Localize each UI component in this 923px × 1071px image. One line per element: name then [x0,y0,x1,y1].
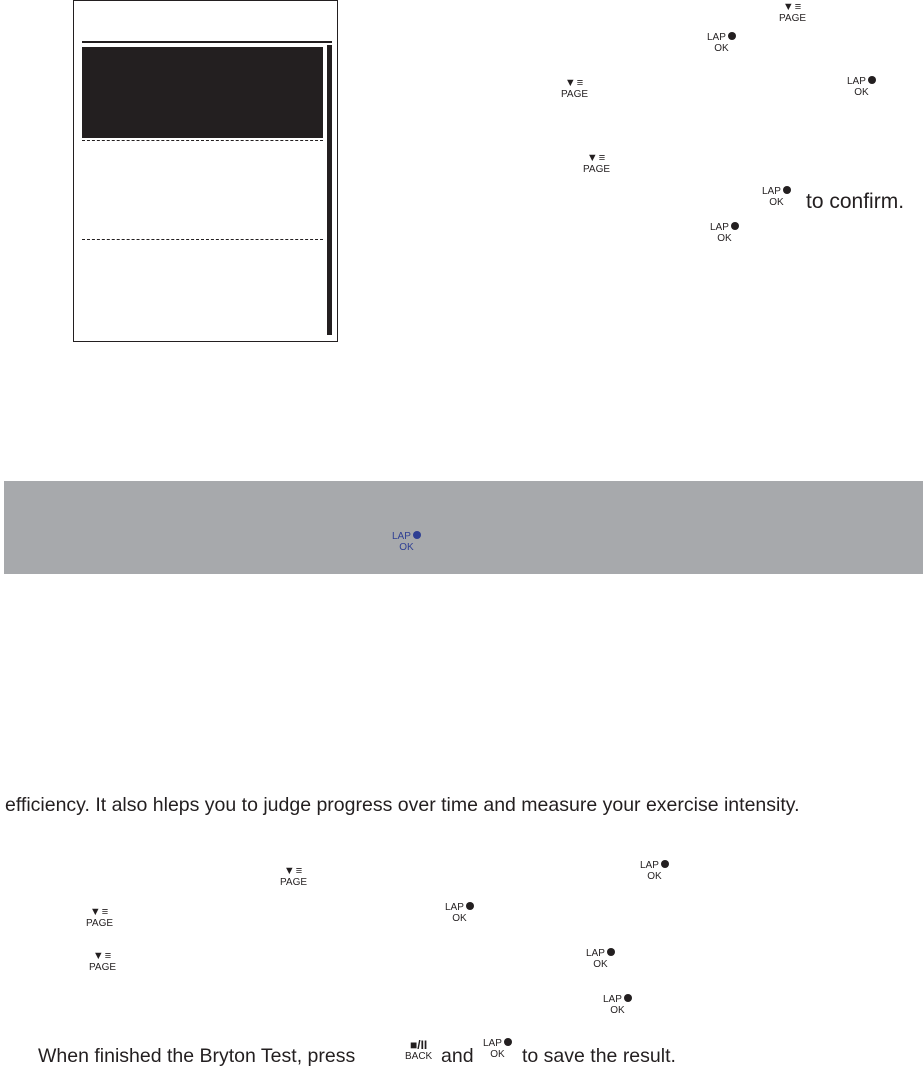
intro-paragraph: efficiency. It also hleps you to judge progress over time and measure your exercise intensity. [5,794,800,816]
screen-header-divider [82,41,332,43]
lap-dot-icon [504,1038,512,1046]
device-screen [73,0,338,342]
lap-dot-icon [466,902,474,910]
finish-text-part2: and [441,1045,474,1067]
lap-dot-icon [868,76,876,84]
lap-dot-icon [728,32,736,40]
lap-dot-icon [624,994,632,1002]
back-button-icon: ■/II BACK [405,1038,433,1062]
lap-ok-button-icon: LAP OK [392,531,421,553]
lap-ok-button-icon: LAP OK [847,76,876,98]
page-button-icon: ▼≡ PAGE [89,950,117,973]
lap-ok-button-icon: LAP OK [586,948,615,970]
lap-ok-button-icon: LAP OK [483,1038,512,1060]
lap-dot-icon [607,948,615,956]
menu-divider [82,239,323,240]
page-button-icon: ▼≡ PAGE [583,152,611,175]
page-button-icon: ▼≡ PAGE [280,865,308,888]
note-box [4,481,923,574]
confirm-text: to confirm. [806,190,905,213]
menu-divider [82,140,323,141]
lap-ok-button-icon: LAP OK [707,32,736,54]
lap-ok-button-icon: LAP OK [710,222,739,244]
scrollbar [327,45,332,335]
lap-dot-icon [783,186,791,194]
lap-ok-button-icon: LAP OK [445,902,474,924]
page-button-icon: ▼≡ PAGE [779,1,807,24]
lap-dot-icon [661,860,669,868]
lap-ok-button-icon: LAP OK [762,186,791,208]
lap-dot-icon [413,531,421,539]
page-button-icon: ▼≡ PAGE [86,906,114,929]
lap-ok-button-icon: LAP OK [603,994,632,1016]
page-button-icon: ▼≡ PAGE [561,77,589,100]
finish-text-part1: When finished the Bryton Test, press [38,1045,356,1067]
lap-dot-icon [731,222,739,230]
lap-ok-button-icon: LAP OK [640,860,669,882]
finish-text-part3: to save the result. [522,1045,676,1067]
selected-menu-item [82,47,323,138]
